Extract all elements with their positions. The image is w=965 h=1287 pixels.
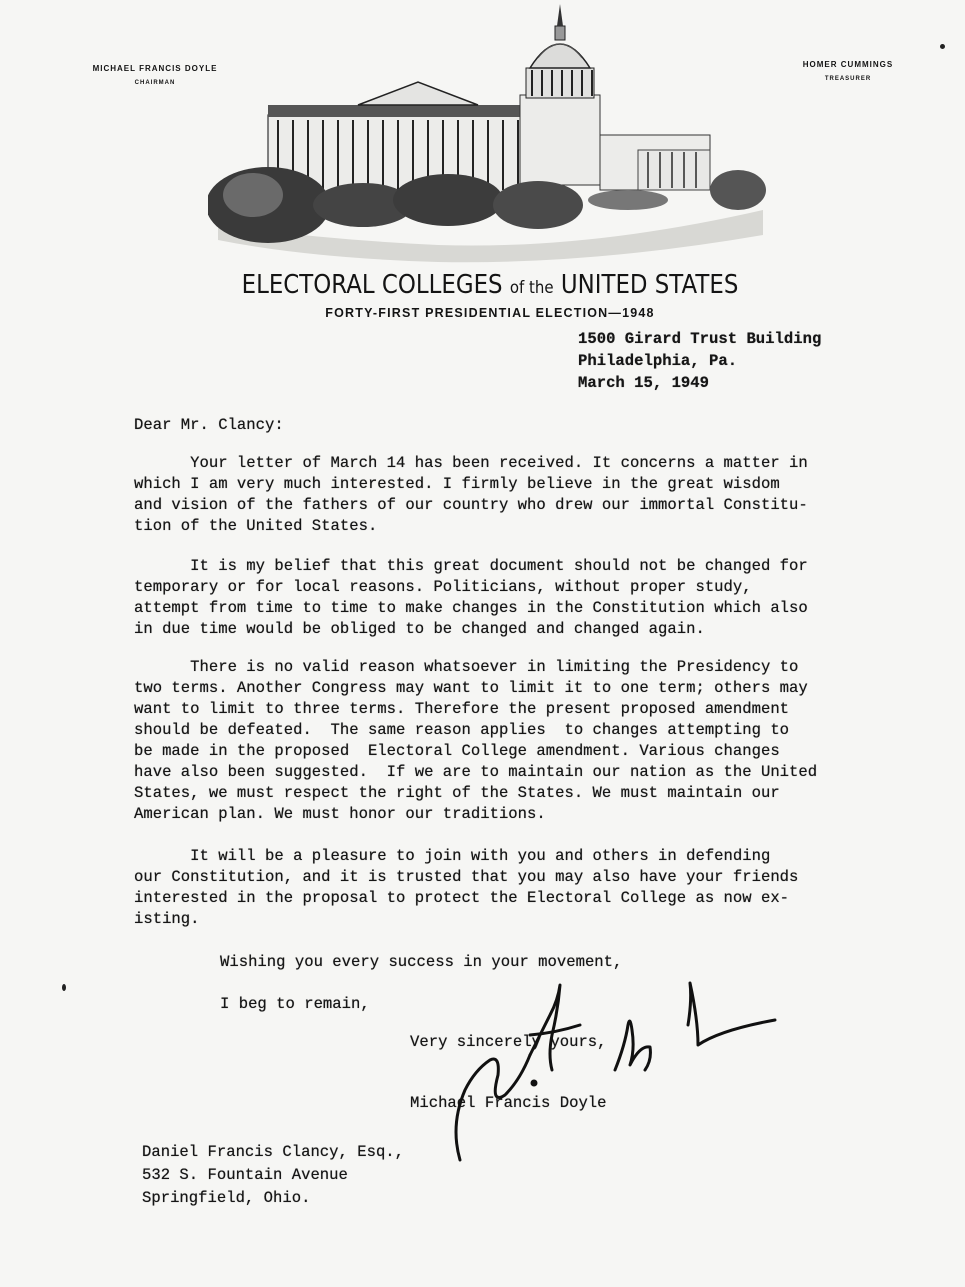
paragraph-line: isting.: [134, 910, 200, 928]
paper-speck: [940, 44, 945, 49]
organization-title: [191, 270, 789, 300]
paragraph-line: be made in the proposed Electoral College amendment. Various changes: [134, 742, 780, 760]
paragraph-line: It is my belief that this great document should not be changed for: [134, 557, 808, 575]
org-title-part3: UNITED STATES: [553, 270, 739, 300]
paragraph-line: should be defeated. The same reason applies to changes attempting to: [134, 721, 790, 739]
paragraph-line: want to limit to three terms. Therefore the present proposed amendment: [134, 700, 790, 718]
paragraph-line: and vision of the fathers of our country who drew our immortal Constitu-: [134, 496, 808, 514]
recipient-address: [142, 1141, 404, 1210]
paragraph-3: [134, 657, 817, 825]
paragraph-line: which I am very much interested. I firmly believe in the great wisdom: [134, 475, 780, 493]
chairman-title: CHAIRMAN: [134, 79, 176, 86]
signer-name: Michael Francis Doyle: [410, 1094, 607, 1112]
address-line-1: 1500 Girard Trust Building: [578, 330, 822, 348]
election-subtitle: FORTY-FIRST PRESIDENTIAL ELECTION—1948: [325, 306, 655, 320]
recipient-city: Springfield, Ohio.: [142, 1189, 311, 1207]
recipient-street: 532 S. Fountain Avenue: [142, 1166, 348, 1184]
paragraph-4: [134, 846, 798, 930]
paragraph-line: in due time would be obliged to be changed and changed again.: [134, 620, 705, 638]
paragraph-line: There is no valid reason whatsoever in limiting the Presidency to: [134, 658, 799, 676]
org-title-of-the: of the: [509, 278, 554, 298]
address-line-2: Philadelphia, Pa.: [578, 352, 738, 370]
closing-sincerely: Very sincerely yours,: [410, 1033, 607, 1051]
paragraph-line: our Constitution, and it is trusted that you may also have your friends: [134, 868, 799, 886]
paragraph-line: attempt from time to time to make changes in the Constitution which also: [134, 599, 808, 617]
paragraph-line: Your letter of March 14 has been received. It concerns a matter in: [134, 454, 808, 472]
handwritten-signature: [430, 975, 790, 1165]
sender-address: [578, 328, 821, 394]
paragraph-line: American plan. We must honor our traditions.: [134, 805, 546, 823]
paragraph-line: States, we must respect the right of the States. We must maintain our: [134, 784, 780, 802]
recipient-name: Daniel Francis Clancy, Esq.,: [142, 1143, 405, 1161]
treasurer-block: [788, 54, 908, 82]
letter-date: March 15, 1949: [578, 374, 710, 392]
chairman-name: MICHAEL FRANCIS DOYLE: [92, 64, 218, 73]
paragraph-1: [134, 453, 808, 537]
paragraph-line: tion of the United States.: [134, 517, 378, 535]
paragraph-line: interested in the proposal to protect the Electoral College as now ex-: [134, 889, 790, 907]
paragraph-line: It will be a pleasure to join with you and others in defending: [134, 847, 771, 865]
paragraph-line: temporary or for local reasons. Politicians, without proper study,: [134, 578, 752, 596]
paragraph-line: two terms. Another Congress may want to limit it to one term; others may: [134, 679, 808, 697]
paragraph-2: [134, 556, 808, 640]
closing-remain: I beg to remain,: [220, 995, 370, 1013]
capitol-building-illustration: [208, 0, 768, 270]
org-title-part1: ELECTORAL COLLEGES: [241, 270, 510, 300]
treasurer-name: HOMER CUMMINGS: [802, 60, 894, 69]
paper-speck: [62, 984, 66, 991]
salutation: Dear Mr. Clancy:: [134, 416, 284, 434]
treasurer-title: TREASURER: [824, 75, 872, 82]
paragraph-line: have also been suggested. If we are to maintain our nation as the United: [134, 763, 818, 781]
closing-wishes: Wishing you every success in your movement,: [220, 953, 623, 971]
